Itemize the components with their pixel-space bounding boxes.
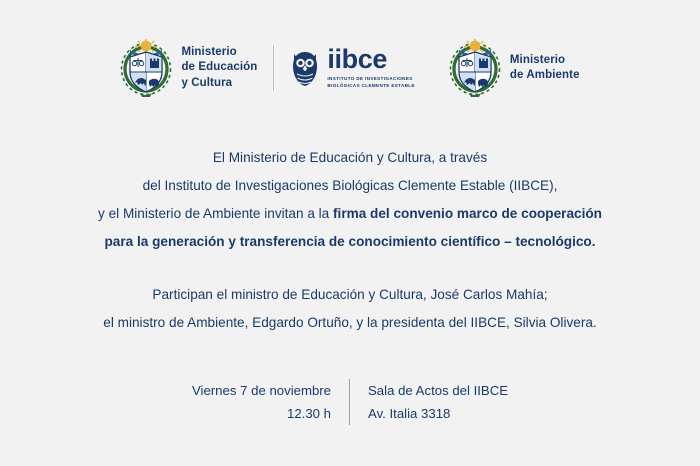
uruguay-coat-of-arms-icon (120, 39, 172, 97)
logo-ministerio-educacion-cultura (120, 39, 257, 97)
invitation-body (0, 144, 700, 337)
ambiente-line-2: de Ambiente (509, 69, 580, 81)
mec-line-1: Ministerio (181, 46, 237, 59)
event-date: Viernes 7 de noviembre (191, 383, 332, 399)
body-line-3 (40, 200, 660, 228)
mec-wordmark (181, 45, 257, 91)
body-line-3-bold: firma del convenio marco de cooperación (333, 205, 602, 221)
event-venue: Sala de Actos del IIBCE (368, 383, 509, 399)
iibce-subtitle-line-2: BIOLÓGICAS CLEMENTE ESTABLE (327, 83, 415, 88)
body-line-6: el ministro de Ambiente, Edgardo Ortuño, y la presidenta del IIBCE, Silvia Olivera. (103, 315, 597, 331)
body-line-4: para la generación y transferencia de conocimiento científico – tecnológico. (104, 233, 596, 249)
logo-divider (273, 45, 274, 91)
ambiente-line-1: Ministerio (509, 53, 566, 66)
ambiente-wordmark (510, 53, 580, 83)
event-address: Av. Italia 3318 (368, 406, 451, 422)
mec-line-2: de Educación (181, 61, 258, 74)
event-details (0, 379, 700, 425)
body-line-1: El Ministerio de Educación y Cultura, a través (212, 150, 488, 165)
body-line-3-regular: y el Ministerio de Ambiente invitan a la (98, 205, 334, 221)
iibce-subtitle-line-1: INSTITUTO DE INVESTIGACIONES (327, 76, 413, 82)
logo-ministerio-ambiente (449, 39, 580, 97)
event-time: 12.30 h (287, 406, 332, 422)
event-datetime (192, 379, 349, 425)
logo-iibce (290, 46, 414, 90)
iibce-name: iibce (327, 44, 387, 75)
body-line-2: del Instituto de Investigaciones Biológicas Clemente Estable (IIBCE), (142, 177, 558, 193)
paragraph-gap (40, 255, 660, 281)
owl-icon (290, 48, 320, 88)
logo-bar (0, 0, 700, 104)
mec-line-3: y Cultura (181, 76, 233, 89)
uruguay-coat-of-arms-icon (449, 39, 501, 97)
event-location (350, 379, 508, 425)
iibce-wordmark (327, 46, 414, 90)
body-line-5: Participan el ministro de Educación y Cultura, José Carlos Mahía; (152, 287, 548, 303)
